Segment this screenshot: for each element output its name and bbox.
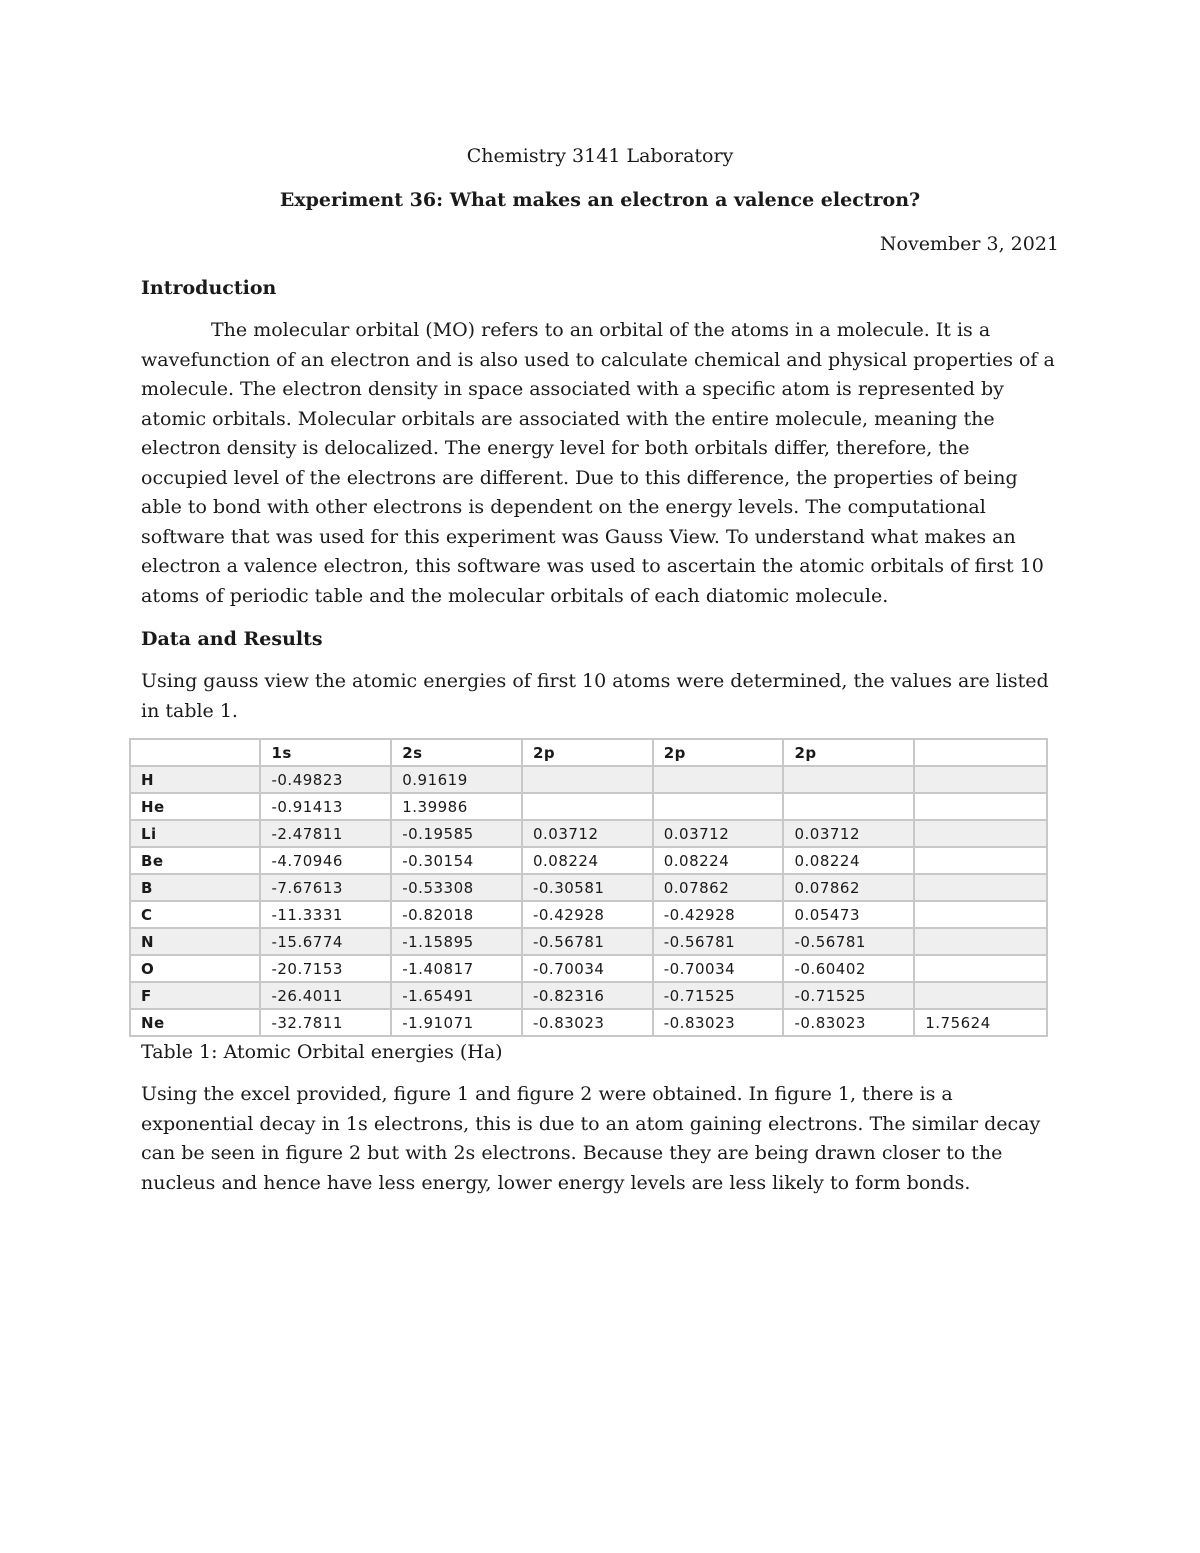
energy-value-cell: -1.65491 (391, 982, 522, 1009)
table-header-cell: 1s (260, 739, 391, 766)
energy-value-cell: -2.47811 (260, 820, 391, 847)
energy-value-cell: -1.91071 (391, 1009, 522, 1036)
results-heading: Data and Results (141, 628, 323, 650)
table-header-cell: 2p (522, 739, 653, 766)
element-symbol-cell: O (130, 955, 260, 982)
energy-value-cell: -0.49823 (260, 766, 391, 793)
energy-value-cell (914, 928, 1047, 955)
energy-value-cell (783, 766, 914, 793)
energy-value-cell (783, 793, 914, 820)
energy-value-cell: 0.05473 (783, 901, 914, 928)
energy-value-cell (653, 793, 784, 820)
table-header-cell: 2p (653, 739, 784, 766)
energy-value-cell: -20.7153 (260, 955, 391, 982)
element-symbol-cell: N (130, 928, 260, 955)
energy-value-cell (914, 820, 1047, 847)
energy-value-cell: 0.03712 (783, 820, 914, 847)
energy-value-cell: -0.42928 (653, 901, 784, 928)
energy-value-cell: -0.83023 (653, 1009, 784, 1036)
energy-value-cell: -11.3331 (260, 901, 391, 928)
energy-value-cell: -4.70946 (260, 847, 391, 874)
energy-value-cell: -0.70034 (522, 955, 653, 982)
energy-value-cell (914, 982, 1047, 1009)
table-header-row (130, 739, 1047, 766)
energy-value-cell: -0.56781 (783, 928, 914, 955)
energy-value-cell: -0.71525 (653, 982, 784, 1009)
table-row (130, 874, 1047, 901)
energy-value-cell (653, 766, 784, 793)
energy-value-cell: -7.67613 (260, 874, 391, 901)
energy-value-cell: -0.30154 (391, 847, 522, 874)
table-row (130, 766, 1047, 793)
energy-value-cell: -0.91413 (260, 793, 391, 820)
element-symbol-cell: Be (130, 847, 260, 874)
table-header-cell (130, 739, 260, 766)
table-row (130, 901, 1047, 928)
energy-value-cell: -0.56781 (653, 928, 784, 955)
energy-value-cell: 0.03712 (653, 820, 784, 847)
energy-value-cell: 1.39986 (391, 793, 522, 820)
energy-value-cell: -0.83023 (783, 1009, 914, 1036)
energy-value-cell: -0.82316 (522, 982, 653, 1009)
experiment-title: Experiment 36: What makes an electron a valence electron? (279, 189, 921, 211)
table-row (130, 847, 1047, 874)
energy-value-cell: -0.42928 (522, 901, 653, 928)
energy-value-cell (914, 793, 1047, 820)
energy-value-cell (522, 766, 653, 793)
energy-value-cell (914, 766, 1047, 793)
discussion-paragraph: Using the excel provided, figure 1 and figure 2 were obtained. In figure 1, there is a exponential decay in 1s electrons, this is due to an atom gaining electrons. The similar decay can be seen in figure 2 but with 2s electrons. Because they are being drawn closer to the nucleus and hence have less energy, lower energy levels are less likely to form bonds. (141, 1083, 1041, 1194)
energy-value-cell: 0.07862 (783, 874, 914, 901)
energy-value-cell (914, 874, 1047, 901)
results-intro-paragraph: Using gauss view the atomic energies of first 10 atoms were determined, the values are listed in table 1. (141, 670, 1049, 722)
energy-value-cell (522, 793, 653, 820)
energy-value-cell: 0.08224 (522, 847, 653, 874)
element-symbol-cell: B (130, 874, 260, 901)
energy-value-cell: -0.71525 (783, 982, 914, 1009)
introduction-paragraph: The molecular orbital (MO) refers to an orbital of the atoms in a molecule. It is a wavefunction of an electron and is also used to calculate chemical and physical properties of a molecule. The electron density in space associated with a specific atom is represented by atomic orbitals. Molecular orbitals are associated with the entire molecule, meaning the electron density is delocalized. The energy level for both orbitals differ, therefore, the occupied level of the electrons are different. Due to this difference, the properties of being able to bond with other electrons is dependent on the energy levels. The computational software that was used for this experiment was Gauss View. To understand what makes an electron a valence electron, this software was used to ascertain the atomic orbitals of first 10 atoms of periodic table and the molecular orbitals of each diatomic molecule. (141, 319, 1055, 607)
element-symbol-cell: Li (130, 820, 260, 847)
energy-value-cell: -0.53308 (391, 874, 522, 901)
energy-value-cell: 0.08224 (653, 847, 784, 874)
energy-value-cell: -0.83023 (522, 1009, 653, 1036)
energy-value-cell: -0.30581 (522, 874, 653, 901)
energy-value-cell: -0.82018 (391, 901, 522, 928)
element-symbol-cell: He (130, 793, 260, 820)
energy-value-cell: -1.15895 (391, 928, 522, 955)
table-caption: Table 1: Atomic Orbital energies (Ha) (141, 1041, 503, 1063)
energy-value-cell: -0.70034 (653, 955, 784, 982)
element-symbol-cell: C (130, 901, 260, 928)
element-symbol-cell: Ne (130, 1009, 260, 1036)
energy-value-cell: -0.56781 (522, 928, 653, 955)
element-symbol-cell: F (130, 982, 260, 1009)
table-header-cell: 2p (783, 739, 914, 766)
table-row (130, 982, 1047, 1009)
table-header-cell (914, 739, 1047, 766)
energy-value-cell: -15.6774 (260, 928, 391, 955)
table-row (130, 955, 1047, 982)
energy-value-cell (914, 847, 1047, 874)
energy-value-cell: -0.19585 (391, 820, 522, 847)
introduction-heading: Introduction (141, 277, 277, 299)
energy-value-cell (914, 901, 1047, 928)
energy-value-cell: 1.75624 (914, 1009, 1047, 1036)
energy-value-cell: -0.60402 (783, 955, 914, 982)
table-row (130, 1009, 1047, 1036)
energy-value-cell: 0.91619 (391, 766, 522, 793)
energy-value-cell: -26.4011 (260, 982, 391, 1009)
energy-value-cell (914, 955, 1047, 982)
energy-value-cell: 0.07862 (653, 874, 784, 901)
table-header-cell: 2s (391, 739, 522, 766)
energy-value-cell: 0.08224 (783, 847, 914, 874)
table-row (130, 820, 1047, 847)
energy-value-cell: 0.03712 (522, 820, 653, 847)
table-row (130, 793, 1047, 820)
report-date: November 3, 2021 (879, 233, 1059, 255)
atomic-orbital-table (129, 738, 1048, 1037)
table-row (130, 928, 1047, 955)
energy-value-cell: -1.40817 (391, 955, 522, 982)
element-symbol-cell: H (130, 766, 260, 793)
course-title: Chemistry 3141 Laboratory (466, 145, 734, 167)
energy-value-cell: -32.7811 (260, 1009, 391, 1036)
document-page (141, 140, 1059, 1210)
